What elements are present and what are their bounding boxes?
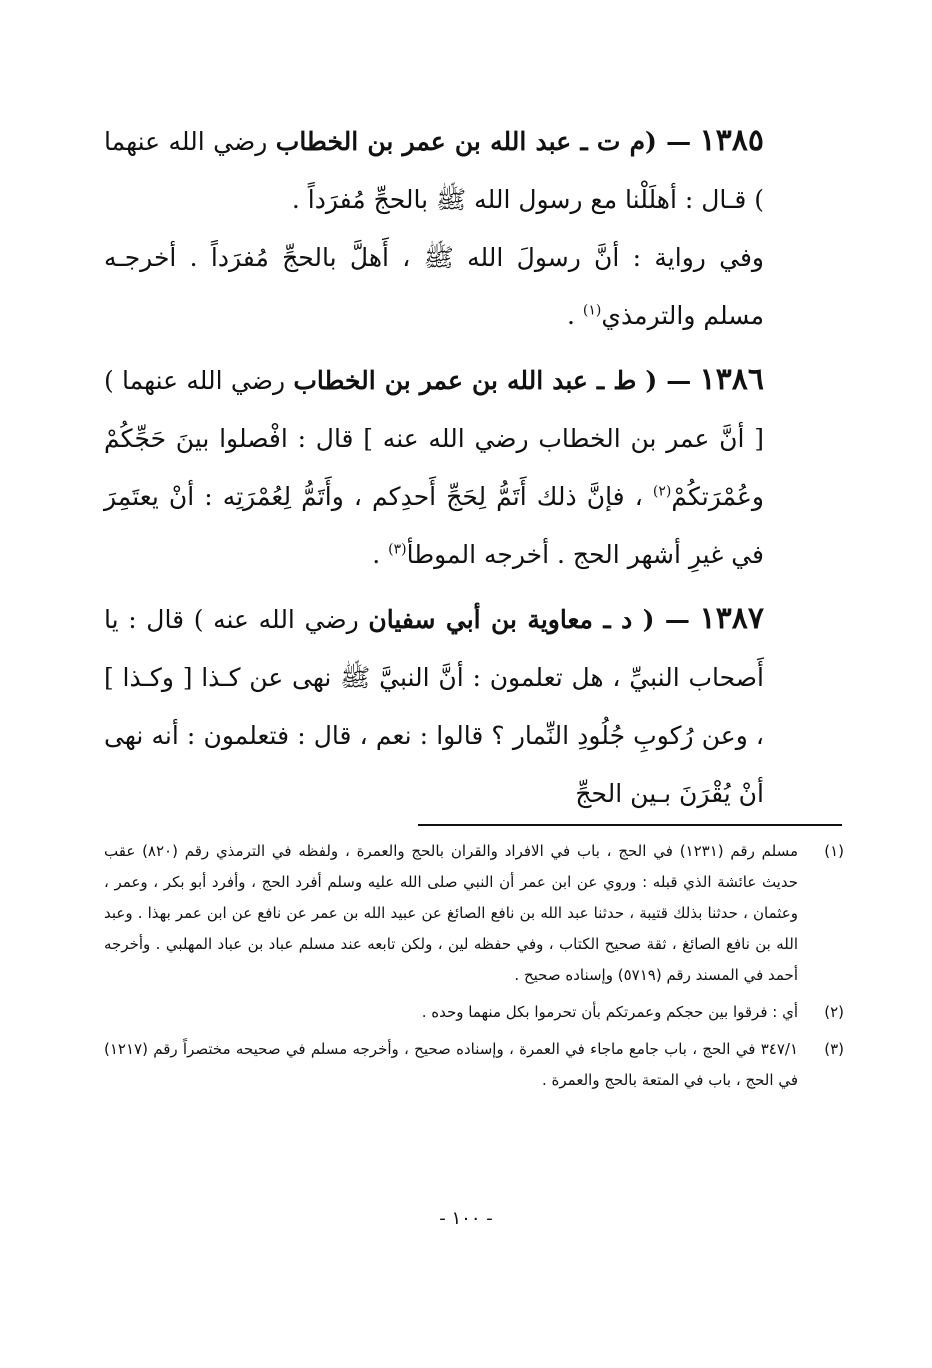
hadith-1385 [104, 112, 764, 229]
footnote-text: ٣٤٧/١ في الحج ، باب جامع ماجاء في العمرة ، وإسناده صحيح ، وأخرجه مسلم في صحيحه مختصراً رقم (١٢١٧) في الحج ، باب في المتعة بالحج والعمرة . [104, 1040, 798, 1089]
main-text [104, 112, 764, 823]
hadith-number: ١٣٨٧ [699, 601, 764, 636]
footnote-number: (٢) [824, 1003, 844, 1021]
variant-text: وفي رواية : أنَّ رسولَ الله ﷺ ، أَهلَّ بالحجِّ مُفرَداً . أخرجـه مسلم والترمذي [104, 243, 764, 330]
hadith-text: رضي الله عنهما ) [ أنَّ عمر بن الخطاب رضي الله عنه ] قال : افْصلوا بينَ حَجِّكُمْ وعُمْرَتكُمْ [104, 366, 764, 511]
sentence-end: . [372, 540, 389, 569]
hadith-number: ١٣٨٦ [699, 362, 764, 397]
hadith-1387 [104, 590, 764, 823]
hadith-intro: رضي الله عنهما ) قـال : [104, 127, 764, 214]
hadith-text-continued: ، فإنَّ ذلك أَتَمُّ لِحَجِّ أَحدِكم ، وأَتَمُّ لِعُمْرَتِه : أنْ يعتَمِرَ في غيرِ أشهر الحج . أخرجه الموطأ [104, 482, 764, 569]
hadith-source: — ( ط ـ عبد الله بن عمر بن الخطاب [293, 366, 692, 395]
footnote-number: (١) [824, 842, 844, 860]
page-number: - ١٠٠ - [439, 1208, 493, 1229]
footnote-ref[interactable]: (٣) [388, 541, 407, 558]
footnote-1 [104, 836, 844, 991]
sentence-end: . [567, 301, 583, 330]
footnote-divider [418, 824, 842, 826]
footnote-text: أي : فرقوا بين حجكم وعمرتكم بأن تحرموا بكل منهما وحده . [421, 1003, 798, 1021]
footnote-number: (٣) [824, 1040, 844, 1058]
hadith-1385-variant [104, 229, 764, 345]
footnotes [104, 836, 844, 1096]
footnote-text: مسلم رقم (١٢٣١) في الحج ، باب في الافراد والقران بالحج والعمرة ، ولفظه في الترمذي رقم (٨٢٠) عقب حديث عائشة الذي قبله : وروي عن ابن عمر أن النبي صلى الله عليه وسلم أفرد الحج ، وأفرد أبو بكر ، وعمر ، وعثمان ، حدثنا بذلك قتيبة ، حدثنا عبد الله بن نافع الصائغ عن عبيد الله بن عمر عن نافع عن ابن عمر بهذا . وعبد الله بن نافع الصائغ ، ثقة صحيح الكتاب ، وفي حفظه لين ، ولكن تابعه عند مسلم عباد بن عباد المهلبي . وأخرجه أحمد في المسند رقم (٥٧١٩) وإسناده صحيح . [104, 842, 798, 984]
hadith-1386 [104, 351, 764, 584]
footnote-ref[interactable]: (٢) [652, 483, 672, 500]
footnote-3 [104, 1034, 844, 1096]
footnote-ref[interactable]: (١) [582, 302, 602, 319]
hadith-number: ١٣٨٥ [699, 123, 764, 158]
hadith-text: رضي الله عنه ) قال : يا أَصحاب النبيِّ ، هل تعلمون : أنَّ النبيَّ ﷺ نهى عن كـذا [ وكـذا ] ، وعن رُكوبِ جُلُودِ النِّمار ؟ قالوا : نعم ، قال : فتعلمون : أنه نهى أنْ يُقْرَنَ بـين الحجِّ [104, 605, 764, 808]
hadith-source: — ( د ـ معاوية بن أبي سفيان [368, 605, 690, 634]
hadith-text: أهلَلْنا مع رسول الله ﷺ بالحجِّ مُفرَداً . [291, 185, 677, 214]
footnote-2 [104, 997, 844, 1028]
hadith-source: — (م ت ـ عبد الله بن عمر بن الخطاب [275, 127, 692, 156]
